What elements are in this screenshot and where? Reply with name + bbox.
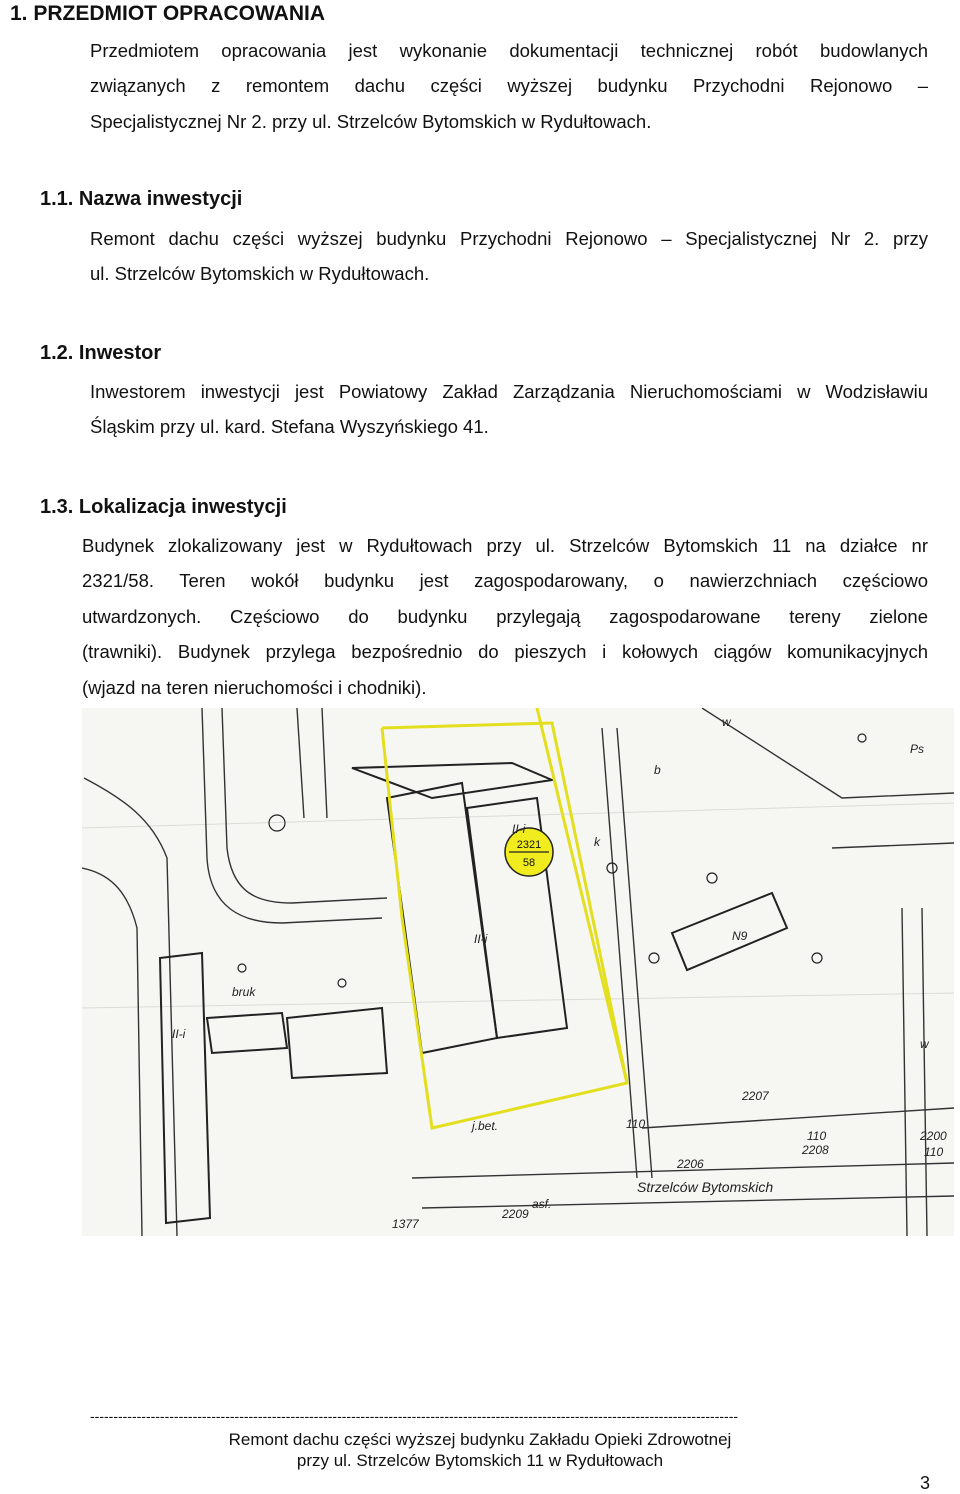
- map-label-110a: 110: [626, 1117, 646, 1131]
- section-1-2-line-1: Inwestorem inwestycji jest Powiatowy Zakład Zarządzania Nieruchomościami w Wodzisławiu: [90, 381, 928, 402]
- map-label-2206: 2206: [677, 1157, 704, 1171]
- map-label-jbet: j.bet.: [472, 1119, 499, 1133]
- section-1-1-heading: 1.1. Nazwa inwestycji: [40, 188, 243, 210]
- map-label-w1: w: [722, 715, 731, 729]
- footer-line-1: Remont dachu części wyższej budynku Zakładu Opieki Zdrowotnej: [228, 1430, 732, 1449]
- page-number: 3: [919, 1473, 930, 1493]
- section-1-line-3: Specjalistycznej Nr 2. przy ul. Strzelców Bytomskich w Rydułtowach.: [90, 111, 652, 132]
- site-plan-drawing: [82, 708, 954, 1236]
- map-label-2208: 2208: [802, 1143, 829, 1157]
- map-label-2200: 2200: [920, 1129, 947, 1143]
- map-label-asfalt: asf.: [532, 1197, 552, 1211]
- section-1-3-line-1: Budynek zlokalizowany jest w Rydułtowach przy ul. Strzelców Bytomskich 11 na działce nr: [82, 535, 928, 556]
- map-label-floors-c: II-i: [512, 822, 526, 836]
- section-1-2-heading: 1.2. Inwestor: [40, 342, 162, 364]
- plot-number-bottom: 58: [522, 857, 536, 869]
- section-1-1-line-1: Remont dachu części wyższej budynku Przychodni Rejonowo – Specjalistycznej Nr 2. przy: [90, 228, 928, 249]
- section-1-2-line-2: Śląskim przy ul. kard. Stefana Wyszyńskiego 41.: [90, 416, 489, 437]
- section-1-3-line-5: (wjazd na teren nieruchomości i chodniki).: [82, 677, 427, 698]
- footer-line-2: przy ul. Strzelców Bytomskich 11 w Rydułtowach: [296, 1451, 664, 1470]
- footer-separator: -------------------------------------------------------------------------------------------------------------------------------------------: [90, 1408, 739, 1424]
- map-label-bruk: bruk: [232, 985, 256, 999]
- map-label-floors-b: II-i: [474, 932, 488, 946]
- map-label-b: b: [654, 763, 661, 777]
- map-label-110b: 110: [807, 1129, 827, 1143]
- section-1-3-line-3: utwardzonych. Częściowo do budynku przylegają zagospodarowane tereny zielone: [82, 606, 928, 627]
- section-1-3-line-4: (trawniki). Budynek przylega bezpośrednio do pieszych i kołowych ciągów komunikacyjnych: [82, 641, 928, 662]
- map-label-2207: 2207: [742, 1089, 769, 1103]
- section-1-1-line-2: ul. Strzelców Bytomskich w Rydułtowach.: [90, 263, 430, 284]
- map-label-floors-a: II-i: [172, 1027, 186, 1041]
- map-label-110c: 110: [924, 1145, 944, 1159]
- section-1-heading: 1. PRZEDMIOT OPRACOWANIA: [10, 2, 326, 25]
- section-1-3-heading: 1.3. Lokalizacja inwestycji: [40, 496, 287, 518]
- site-plan-map: [82, 708, 954, 1236]
- map-label-street: Strzelców Bytomskich: [637, 1179, 774, 1195]
- section-1-3-line-2: 2321/58. Teren wokół budynku jest zagospodarowany, o nawierzchniach częściowo: [82, 570, 928, 591]
- map-label-w2: w: [920, 1037, 929, 1051]
- plot-number-top: 2321: [516, 839, 542, 851]
- section-1-line-1: Przedmiotem opracowania jest wykonanie dokumentacji technicznej robót budowlanych: [90, 40, 928, 61]
- map-label-ps: Ps: [910, 742, 925, 756]
- map-label-1377: 1377: [392, 1217, 419, 1231]
- map-label-k: k: [594, 835, 600, 849]
- map-label-2209: 2209: [502, 1207, 529, 1221]
- section-1-line-2: związanych z remontem dachu części wyższej budynku Przychodni Rejonowo –: [90, 75, 928, 96]
- map-label-building-n9: N9: [732, 929, 748, 943]
